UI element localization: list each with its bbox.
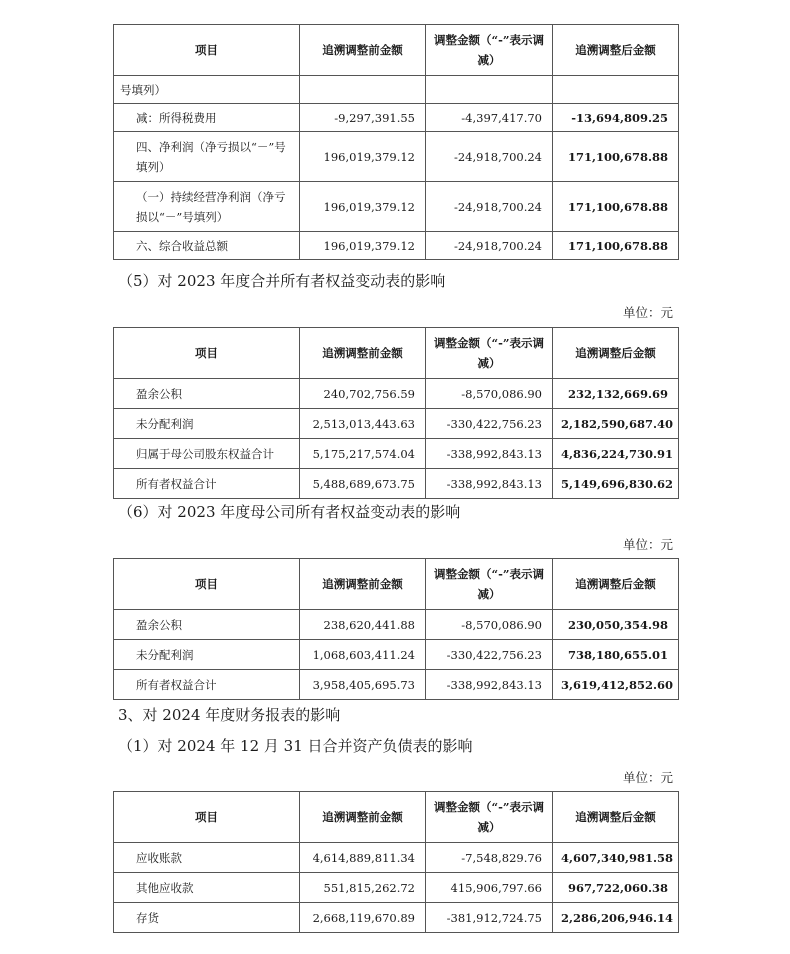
table-row [114, 379, 679, 409]
row-after: 4,836,224,730.91 [553, 439, 679, 469]
row-item: 所有者权益合计 [114, 469, 300, 499]
table-row [114, 232, 679, 260]
income-statement-table [113, 24, 679, 260]
table-row [114, 670, 679, 700]
header-after: 追溯调整后金额 [553, 25, 679, 76]
header-before: 追溯调整前金额 [300, 328, 426, 379]
row-after: -13,694,809.25 [553, 104, 679, 132]
row-after: 5,149,696,830.62 [553, 469, 679, 499]
table-row [114, 873, 679, 903]
header-item: 项目 [114, 25, 300, 76]
row-after: 232,132,669.69 [553, 379, 679, 409]
row-before: 240,702,756.59 [300, 379, 426, 409]
row-item: 归属于母公司股东权益合计 [114, 439, 300, 469]
table-header-row [114, 328, 679, 379]
row-after: 3,619,412,852.60 [553, 670, 679, 700]
row-adjustment: -330,422,756.23 [426, 640, 553, 670]
row-item: 存货 [114, 903, 300, 933]
row-item: 六、综合收益总额 [114, 232, 300, 260]
table-row [114, 104, 679, 132]
row-adjustment: -338,992,843.13 [426, 469, 553, 499]
section-heading: （5）对 2023 年度合并所有者权益变动表的影响 [118, 272, 446, 290]
row-item: 未分配利润 [114, 640, 300, 670]
table-row [114, 469, 679, 499]
row-adjustment: 415,906,797.66 [426, 873, 553, 903]
table-row [114, 843, 679, 873]
table-row [114, 409, 679, 439]
row-item: 其他应收款 [114, 873, 300, 903]
unit-label: 单位：元 [622, 305, 673, 320]
row-adjustment: -24,918,700.24 [426, 232, 553, 260]
header-adjustment: 调整金额（“-”表示调减） [426, 559, 553, 610]
row-after: 738,180,655.01 [553, 640, 679, 670]
table-header-row [114, 25, 679, 76]
row-before: 196,019,379.12 [300, 132, 426, 182]
row-before: 4,614,889,811.34 [300, 843, 426, 873]
row-after: 967,722,060.38 [553, 873, 679, 903]
row-adjustment: -7,548,829.76 [426, 843, 553, 873]
row-adjustment: -338,992,843.13 [426, 439, 553, 469]
header-before: 追溯调整前金额 [300, 792, 426, 843]
row-item: 所有者权益合计 [114, 670, 300, 700]
parent-equity-table [113, 558, 679, 700]
row-item: 未分配利润 [114, 409, 300, 439]
row-adjustment: -330,422,756.23 [426, 409, 553, 439]
continuation-cell: 号填列） [114, 76, 300, 104]
row-item: 盈余公积 [114, 610, 300, 640]
row-item: 四、净利润（净亏损以“－”号填列） [114, 132, 300, 182]
unit-label: 单位：元 [622, 537, 673, 552]
table-row [114, 640, 679, 670]
row-after: 2,286,206,946.14 [553, 903, 679, 933]
row-before: 2,668,119,670.89 [300, 903, 426, 933]
row-before: 5,488,689,673.75 [300, 469, 426, 499]
table-header-row [114, 792, 679, 843]
row-before: 1,068,603,411.24 [300, 640, 426, 670]
section-heading: 3、对 2024 年度财务报表的影响 [118, 706, 341, 724]
header-after: 追溯调整后金额 [553, 559, 679, 610]
row-before: 5,175,217,574.04 [300, 439, 426, 469]
row-before: 551,815,262.72 [300, 873, 426, 903]
header-after: 追溯调整后金额 [553, 792, 679, 843]
table-row [114, 132, 679, 182]
row-after: 2,182,590,687.40 [553, 409, 679, 439]
table-row [114, 439, 679, 469]
unit-label: 单位：元 [622, 770, 673, 785]
table-row [114, 182, 679, 232]
row-before: -9,297,391.55 [300, 104, 426, 132]
row-before: 196,019,379.12 [300, 232, 426, 260]
row-adjustment: -8,570,086.90 [426, 379, 553, 409]
row-after: 171,100,678.88 [553, 182, 679, 232]
table-header-row [114, 559, 679, 610]
header-item: 项目 [114, 328, 300, 379]
row-adjustment: -24,918,700.24 [426, 182, 553, 232]
row-before: 238,620,441.88 [300, 610, 426, 640]
row-adjustment: -24,918,700.24 [426, 132, 553, 182]
row-before: 196,019,379.12 [300, 182, 426, 232]
table-row [114, 76, 679, 104]
row-adjustment: -381,912,724.75 [426, 903, 553, 933]
row-item: 应收账款 [114, 843, 300, 873]
row-item: （一）持续经营净利润（净亏损以“－”号填列） [114, 182, 300, 232]
header-adjustment: 调整金额（“-”表示调减） [426, 25, 553, 76]
table-row [114, 610, 679, 640]
header-item: 项目 [114, 792, 300, 843]
row-adjustment: -4,397,417.70 [426, 104, 553, 132]
row-after: 230,050,354.98 [553, 610, 679, 640]
header-before: 追溯调整前金额 [300, 25, 426, 76]
row-adjustment: -338,992,843.13 [426, 670, 553, 700]
row-after: 4,607,340,981.58 [553, 843, 679, 873]
row-after: 171,100,678.88 [553, 232, 679, 260]
row-adjustment: -8,570,086.90 [426, 610, 553, 640]
row-before: 2,513,013,443.63 [300, 409, 426, 439]
header-adjustment: 调整金额（“-”表示调减） [426, 792, 553, 843]
section-heading: （6）对 2023 年度母公司所有者权益变动表的影响 [118, 503, 461, 521]
header-before: 追溯调整前金额 [300, 559, 426, 610]
balance-sheet-table [113, 791, 679, 933]
header-adjustment: 调整金额（“-”表示调减） [426, 328, 553, 379]
row-item: 减：所得税费用 [114, 104, 300, 132]
header-item: 项目 [114, 559, 300, 610]
row-before: 3,958,405,695.73 [300, 670, 426, 700]
header-after: 追溯调整后金额 [553, 328, 679, 379]
row-after: 171,100,678.88 [553, 132, 679, 182]
section-heading: （1）对 2024 年 12 月 31 日合并资产负债表的影响 [118, 737, 473, 755]
consolidated-equity-table [113, 327, 679, 499]
row-item: 盈余公积 [114, 379, 300, 409]
table-row [114, 903, 679, 933]
